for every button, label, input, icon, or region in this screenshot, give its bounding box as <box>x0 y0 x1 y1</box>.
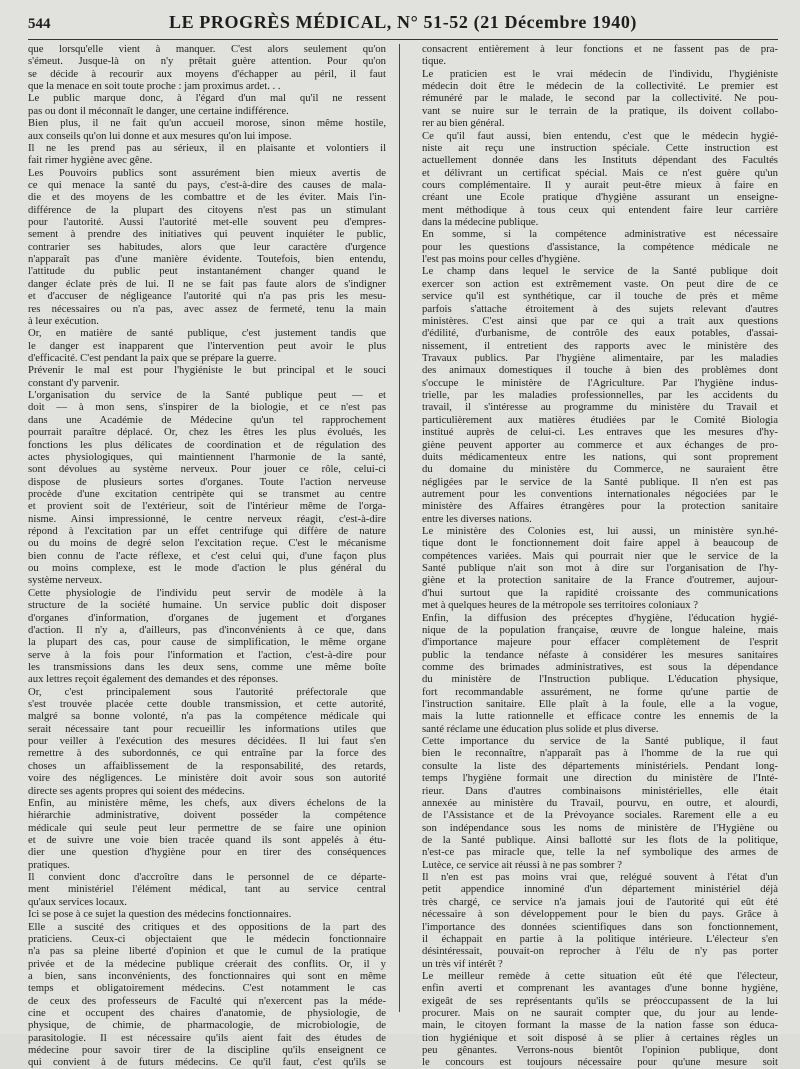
text-line: actes physiologiques, qui maintiennent l'harmonie de la santé, <box>28 450 386 463</box>
text-line: rieur. Dans d'autres combinaisons ministérielles, elle était <box>422 784 778 797</box>
text-line: consacrent entièrement à leur fonctions et ne fassent pas de pra- <box>422 43 778 55</box>
text-line: un très vif intérêt ? <box>422 957 503 970</box>
text-line: pratiques. <box>28 858 70 871</box>
text-line: temps l'hygiène formait une direction du ministère de l'Inté- <box>422 772 778 785</box>
text-line: parasitologie. Il est nécessaire qu'ils aient fait des études de <box>28 1031 386 1044</box>
text-line: Le champ dans lequel le service de la Santé publique doit <box>422 265 778 278</box>
text-line: institué auprès de celui-ci. Les entraves que les mesures d'hy- <box>422 426 778 439</box>
text-line: malgré sa bonne volonté, n'a pas la compétence médicale qui <box>28 710 386 723</box>
text-line: exercer son action est extrêmement vaste. On peut dire de ce <box>422 277 778 290</box>
text-line: dans une Académie de Médecine qu'un tel rapprochement <box>28 413 386 426</box>
text-line: peu gênantes. Verrons-nous bientôt l'opinion publique, dont <box>422 1044 778 1057</box>
text-line: travail, il s'intéresse au programme du ministère du Travail et <box>422 401 778 414</box>
text-line: main, le citoyen formant la masse de la nation fasse son éduca- <box>422 1019 778 1032</box>
text-line: à leur exécution. <box>28 314 99 327</box>
text-line: de l'Assistance et de la Prévoyance sociales. Rarement elle a eu <box>422 809 778 822</box>
text-line: Elle a suscité des critiques et des oppositions de la part des <box>28 920 386 933</box>
text-line: nécessaire à son développement pour le bien du pays. Grâce à <box>422 908 778 921</box>
text-line: bien connu de l'acte réflexe, et c'est celui qui, d'une façon plus <box>28 549 386 562</box>
text-line: ou du moins de degré selon l'excitation reçue. C'est le mécanisme <box>28 537 386 550</box>
text-line: structure de la société humaine. Un service public doit disposer <box>28 599 386 612</box>
text-line: Ici se pose à ce sujet la question des médecins fonctionnaires. <box>28 908 292 921</box>
text-line: nique de la population française, œuvre de longue haleine, mais <box>422 623 778 636</box>
text-line: contrarier ses habitudes, alors que leur caractère d'urgence <box>28 240 386 253</box>
text-line: Enfin, la diffusion des préceptes d'hygiène, l'éducation hygié- <box>422 611 778 624</box>
text-line: annexée au ministère du Travail, pourvu, en outre, et alourdi, <box>422 796 778 809</box>
text-line: nisme. Ainsi impressionné, le centre nerveux réagit, c'est-à-dire <box>28 512 386 525</box>
text-line: que la menace en soit toute proche : jam proximus ardet. . . <box>28 80 281 93</box>
text-line: trielle, par les maladies professionnelles, par les accidents du <box>422 389 778 402</box>
header-rule <box>28 39 778 40</box>
text-line: entre les diverses nations. <box>422 512 532 525</box>
text-line: sement à prendre des initiatives qui peuvent inquiéter le public, <box>28 228 386 241</box>
text-line: serve à la fois pour l'information et l'action, c'est-à-dire pour <box>28 648 386 661</box>
text-line: Enfin, au ministère même, les chefs, aux divers échelons de la <box>28 796 386 809</box>
text-line: l'instruction sanitaire. Elle plaît à la foule, elle a la vogue, <box>422 698 778 711</box>
text-line: constant d'y parvenir. <box>28 376 120 389</box>
text-line: giène et la protection sanitaire de la France d'outremer, aujour- <box>422 574 778 587</box>
text-line: médicale qui seule peut leur permettre de se faire une opinion <box>28 821 386 834</box>
text-line: les transmissions dans les deux sens, comme une même boîte <box>28 660 386 673</box>
text-line: aux conseils qu'on lui donne et aux mesures qu'on lui impose. <box>28 129 292 142</box>
text-line: autrement pour les conventions internationales négociées par le <box>422 487 778 500</box>
text-line: des animaux domestiques il touche à bien des problèmes dont <box>422 364 778 377</box>
text-line: voire des négligences. Le ministère doit avoir sous son autorité <box>28 772 386 785</box>
text-line: service qu'il est synthétique, car il touche de près et même <box>422 290 778 303</box>
text-line: ministères. C'est ainsi que par ce qui a trait aux questions <box>422 314 778 327</box>
text-line: exigeât de ses représentants qu'ils se préoccupassent de la lui <box>422 994 778 1007</box>
text-line: pour les questions d'assistance, la compétence médicale ne <box>422 240 778 253</box>
text-line: a bien, sans inconvénients, des fonctionnaires qui sont en même <box>28 969 386 982</box>
text-line: dispose de plusieurs sortes d'organes. Toute l'action nerveuse <box>28 475 386 488</box>
text-line: médecine pour savoir tirer de la discipline qu'ils enseignent ce <box>28 1044 386 1057</box>
text-line: fait rimer hygiène avec gêne. <box>28 154 153 167</box>
text-line: Cette physiologie de l'individu peut servir de modèle à la <box>28 586 386 599</box>
text-line: tique. <box>422 55 447 68</box>
text-line: fonctions les plus délicates de coordination et de régulation des <box>28 438 386 451</box>
text-line: compétences variées. Mais qui pourrait nier que le service de la <box>422 549 778 562</box>
text-line: Cette importance du service de la Santé publique, il faut <box>422 735 778 748</box>
text-line: procurer. Mais on ne saurait compter que, du jour au lende- <box>422 1007 778 1020</box>
text-line: le danger est inapparent que l'intervention peut avoir le plus <box>28 339 386 352</box>
text-line: rémunéré par le malade, le second par la collectivité. Ne pou- <box>422 92 778 105</box>
text-line: physique, de chimie, de pharmacologie, de microbiologie, de <box>28 1019 386 1032</box>
text-line: d'organes d'information, d'organes de jugement et d'organes <box>28 611 386 624</box>
text-line: tique dont le fonctionnement doit faire appel à beaucoup de <box>422 537 778 550</box>
text-line: res nécessaires ou n'a pas, avec assez de fermeté, tenu la main <box>28 302 386 315</box>
text-line: n'est-ce pas miracle que, telle la nef symbolique des armes de <box>422 846 778 859</box>
text-line: et délivrant un certificat spécial. Mais ce n'est guère qu'un <box>422 166 778 179</box>
text-line: petit appendice innominé d'un département ministériel déjà <box>422 883 778 896</box>
page-number: 544 <box>28 16 51 32</box>
text-line: danger éclate près de lui. Il ne se fait pas faute alors de s'indigner <box>28 277 386 290</box>
text-line: Le ministère des Colonies est, lui aussi, un ministère syn.hé- <box>422 525 778 538</box>
text-line: praticiens. Ceux-ci objectaient que le médecin fonctionnaire <box>28 932 386 945</box>
text-line: fort recommandable assurément, ne forme qu'une partie de <box>422 685 778 698</box>
text-line: très chargé, ce service n'a jamais joui de l'autorité qui eût été <box>422 895 778 908</box>
text-line: désintéressait, pouvait-on reprocher à l'élu de n'y pas porter <box>422 945 778 958</box>
text-line: rer au bien général. <box>422 117 505 130</box>
text-line: s'émeut. Jusque-là on n'y prêtait guère attention. Pour qu'on <box>28 55 386 68</box>
text-line: l'est pas moins pour celles d'hygiène. <box>422 253 581 266</box>
text-line: hiérarchie administrative, doivent posséder la compétence <box>28 809 386 822</box>
text-line: En somme, si la compétence administrative est nécessaire <box>422 228 778 241</box>
text-line: sont dévolues au système nerveux. Pour jouer ce rôle, celui-ci <box>28 463 386 476</box>
text-line: Or, en matière de santé publique, c'est justement tandis que <box>28 327 386 340</box>
text-line: niste ait reçu une instruction spéciale. Cette instruction est <box>422 141 778 154</box>
text-line: Ce qu'il faut aussi, bien entendu, c'est que le médecin hygié- <box>422 129 778 142</box>
text-line: et provient soit de l'extérieur, soit de l'intérieur même de l'orga- <box>28 500 386 513</box>
text-line: de la Santé publique. Ainsi ballotté sur les flots de la politique, <box>422 834 778 846</box>
text-line: giène peuvent apporter au commerce et aux échanges de pro- <box>422 438 778 451</box>
text-line: pas ou dont il méconnaît le danger, une certaine indifférence. <box>28 104 289 117</box>
text-line: que lorsqu'elle vient à manquer. C'est alors seulement qu'on <box>28 43 386 55</box>
text-line: répond à l'excitation par un effet centrifuge qui diffère de nature <box>28 525 386 538</box>
text-line: Il n'en est pas moins vrai que, relégué souvent à l'état d'un <box>422 871 778 884</box>
text-line: doit — à mon sens, s'inspirer de la biologie, et ce n'est pas <box>28 401 386 414</box>
text-line: d'efficacité. C'est pendant la paix que se prépare la guerre. <box>28 351 277 364</box>
text-line: Le praticien est le vrai médecin de l'individu, l'hygiéniste <box>422 67 778 80</box>
text-line: pour veiller à l'exécution des mesures décidées. Il lui faut s'en <box>28 735 386 748</box>
text-line: comme des brimades administratives, est sous la dépendance <box>422 660 778 673</box>
left-text-column <box>28 43 386 1069</box>
running-header <box>28 12 778 34</box>
text-line: ou moins complexe, est le mode d'action le plus général du <box>28 562 386 575</box>
text-line: Le meilleur remède à cette situation eût été que l'électeur, <box>422 969 778 982</box>
text-line: procède d'une excitation centripète qui se transmet au centre <box>28 487 386 500</box>
text-line: choses un affaiblissement de la responsabilité, des retards, <box>28 759 386 772</box>
text-line: n'apparaît pas d'une manière évidente. Toutefois, bien entendu, <box>28 253 386 266</box>
text-line: nissement, il entretient des rapports avec le ministère des <box>422 339 778 352</box>
text-line: Les Pouvoirs publics sont assurément bien mieux avertis de <box>28 166 386 179</box>
text-line: de ceux des professeurs de Faculté qui n'exercent pas la méde- <box>28 994 386 1007</box>
text-line: ce qui menace la santé du pays, c'est-à-dire des causes de mala- <box>28 178 386 191</box>
text-line: la plupart des cas, pour cause de simplification, le même organe <box>28 636 386 649</box>
text-line: du ministère de l'Instruction publique. L'éducation physique, <box>422 673 778 686</box>
journal-title: LE PROGRÈS MÉDICAL, N° 51-52 (21 Décembre 1940) <box>168 12 638 32</box>
text-line: Il convient donc d'accroître dans le personnel de ce départe- <box>28 871 386 884</box>
text-line: Travaux publics. Par l'hygiène alimentaire, par les maladies <box>422 351 778 364</box>
text-line: s'est trouvée placée cette double transmission, et cette autorité, <box>28 698 386 711</box>
text-line: santé réclame une éducation plus solide et plus diverse. <box>422 722 659 735</box>
text-line: public la tendance néfaste à considérer les mesures sanitaires <box>422 648 778 661</box>
text-line: d'importance majeure pour effacer complètement de l'esprit <box>422 636 778 649</box>
text-line: son indépendance sous les noms de ministère de l'Hygiène ou <box>422 821 778 834</box>
text-line: met à quelques heures de la métropole ses territoires coloniaux ? <box>422 599 698 612</box>
text-line: pour l'autorité. Aussi l'autorité met-elle souvent peu d'empres- <box>28 216 386 229</box>
text-line: et d'accuser de négligeance l'autorité qui n'a pas pris les mesu- <box>28 290 386 303</box>
text-line: mais la lutte rationnelle et efficace contre les ennemis de la <box>422 710 778 723</box>
text-line: l'attitude du public peut instantanément changer quand le <box>28 265 386 278</box>
text-line: cine et occupent des chaires d'anatomie, de physiologie, de <box>28 1007 386 1020</box>
text-line: temps et obligatoirement médecins. C'est notamment le cas <box>28 982 386 995</box>
text-line: ment méthodique à tous ceux qui entendent faire leur carrière <box>422 203 778 216</box>
text-line: duits médicamenteux entre les nations, qui sont proprement <box>422 450 778 463</box>
text-line: médecin doit être le médecin de la collectivité. Le premier est <box>422 80 778 93</box>
text-line: consulte la liste des départements ministériels. Pendant long- <box>422 759 778 772</box>
text-line: pourrait paraître déplacé. Or, chez les êtres les plus évolués, les <box>28 426 386 439</box>
text-line: se décide à recourir aux moyens d'échapper au péril, il faut <box>28 67 386 80</box>
text-line: le concours est toujours nécessaire pour qu'une mesure soit <box>422 1056 778 1069</box>
text-line: enfin averti et comprenant les avantages d'une bonne hygiène, <box>422 982 778 995</box>
text-line: du domaine du ministère du Commerce, ne sauraient être <box>422 463 778 476</box>
text-line: d'action. Il n'y a, d'ailleurs, pas d'inconvénients à ce que, dans <box>28 623 386 636</box>
text-line: l'importance des données scientifiques dans son fonctionnement, <box>422 920 778 933</box>
text-line: dans la médecine publique. <box>422 216 539 229</box>
text-line: vant se nuire sur le terrain de la pratique, ils doivent collabo- <box>422 104 778 117</box>
text-line: qui convient à de futurs médecins. Ce qu'il faut, c'est qu'ils se <box>28 1056 386 1069</box>
text-line: Prévenir le mal est pour l'hygiéniste le but principal et le souci <box>28 364 386 377</box>
text-line: n'a pas sa pleine liberté d'opinion et que le cumul de la pratique <box>28 945 386 958</box>
text-line: parfois s'attache étroitement à des sujets relevant d'autres <box>422 302 778 315</box>
text-line: Lutèce, ce service ait réussi à ne pas sombrer ? <box>422 858 622 871</box>
text-line: ment ministériel l'élément médical, tant au service central <box>28 883 386 896</box>
text-line: Santé publique n'ait son mot à dire sur l'organisation de l'hy- <box>422 562 778 575</box>
text-line: négligées par le service de la Santé publique. Il n'en est pas <box>422 475 778 488</box>
text-line: cours complémentaire. Il y aurait peut-être mieux à faire en <box>422 178 778 191</box>
text-line: aux lettres reçoit également des demandes et des réponses. <box>28 673 279 686</box>
text-line: ministère des Affaires étrangères pour la protection sanitaire <box>422 500 778 513</box>
text-line: il échappait en partie à la politique intérieure. L'électeur s'en <box>422 932 778 945</box>
text-line: remettre à des subordonnés, ce qui entraîne par la force des <box>28 747 386 760</box>
text-line: créant une Ecole pratique d'hygiène assurant un enseigne- <box>422 191 778 204</box>
text-line: système nerveux. <box>28 574 103 587</box>
text-line: particulièrement aux matières étudiées par le Comité Biologia <box>422 413 778 426</box>
right-text-column <box>422 43 778 1069</box>
text-line: différence de la plupart des citoyens n'est pas un stimulant <box>28 203 386 216</box>
text-line: actuellement donnée dans les Instituts dépendant des Facultés <box>422 154 778 167</box>
text-line: et de suivre une voie bien tracée quand ils sont appelés à étu- <box>28 834 386 846</box>
text-line: Le public marque donc, à l'égard d'un mal qu'il ne ressent <box>28 92 386 105</box>
text-line: L'organisation du service de la Santé publique peut — et <box>28 389 386 402</box>
text-line: d'hui surtout que la rapidité croissante des communications <box>422 586 778 599</box>
text-line: bien le reconnaître, n'apparaît pas à l'homme de la rue qui <box>422 747 778 760</box>
text-line: privée et de la médecine publique créerait des conflits. Or, il y <box>28 957 386 970</box>
text-line: Or, c'est principalement sous l'autorité préfectorale que <box>28 685 386 698</box>
text-line: Bien plus, il ne fait qu'un accueil morose, sinon même hostile, <box>28 117 386 130</box>
text-line: s'occupe le ministère de l'Agriculture. Par l'hygiène indus- <box>422 376 778 389</box>
text-line: dier une question d'hygiène pour en tirer des conséquences <box>28 846 386 859</box>
column-divider <box>399 44 400 1012</box>
text-line: qu'aux services locaux. <box>28 895 127 908</box>
text-line: tion hygiénique et soit disposé à se plier à certaines règles un <box>422 1031 778 1044</box>
text-line: Il ne les prend pas au sérieux, il en plaisante et volontiers il <box>28 141 386 154</box>
text-line: die et des moyens de les combattre et de les éviter. Mais l'in- <box>28 191 386 204</box>
text-line: directe ses agents propres qui soient des médecins. <box>28 784 245 797</box>
text-line: serait nécessaire tant pour recueillir les informations utiles que <box>28 722 386 735</box>
text-line: d'édilité, d'urbanisme, de contrôle des eaux potables, d'assai- <box>422 327 778 340</box>
